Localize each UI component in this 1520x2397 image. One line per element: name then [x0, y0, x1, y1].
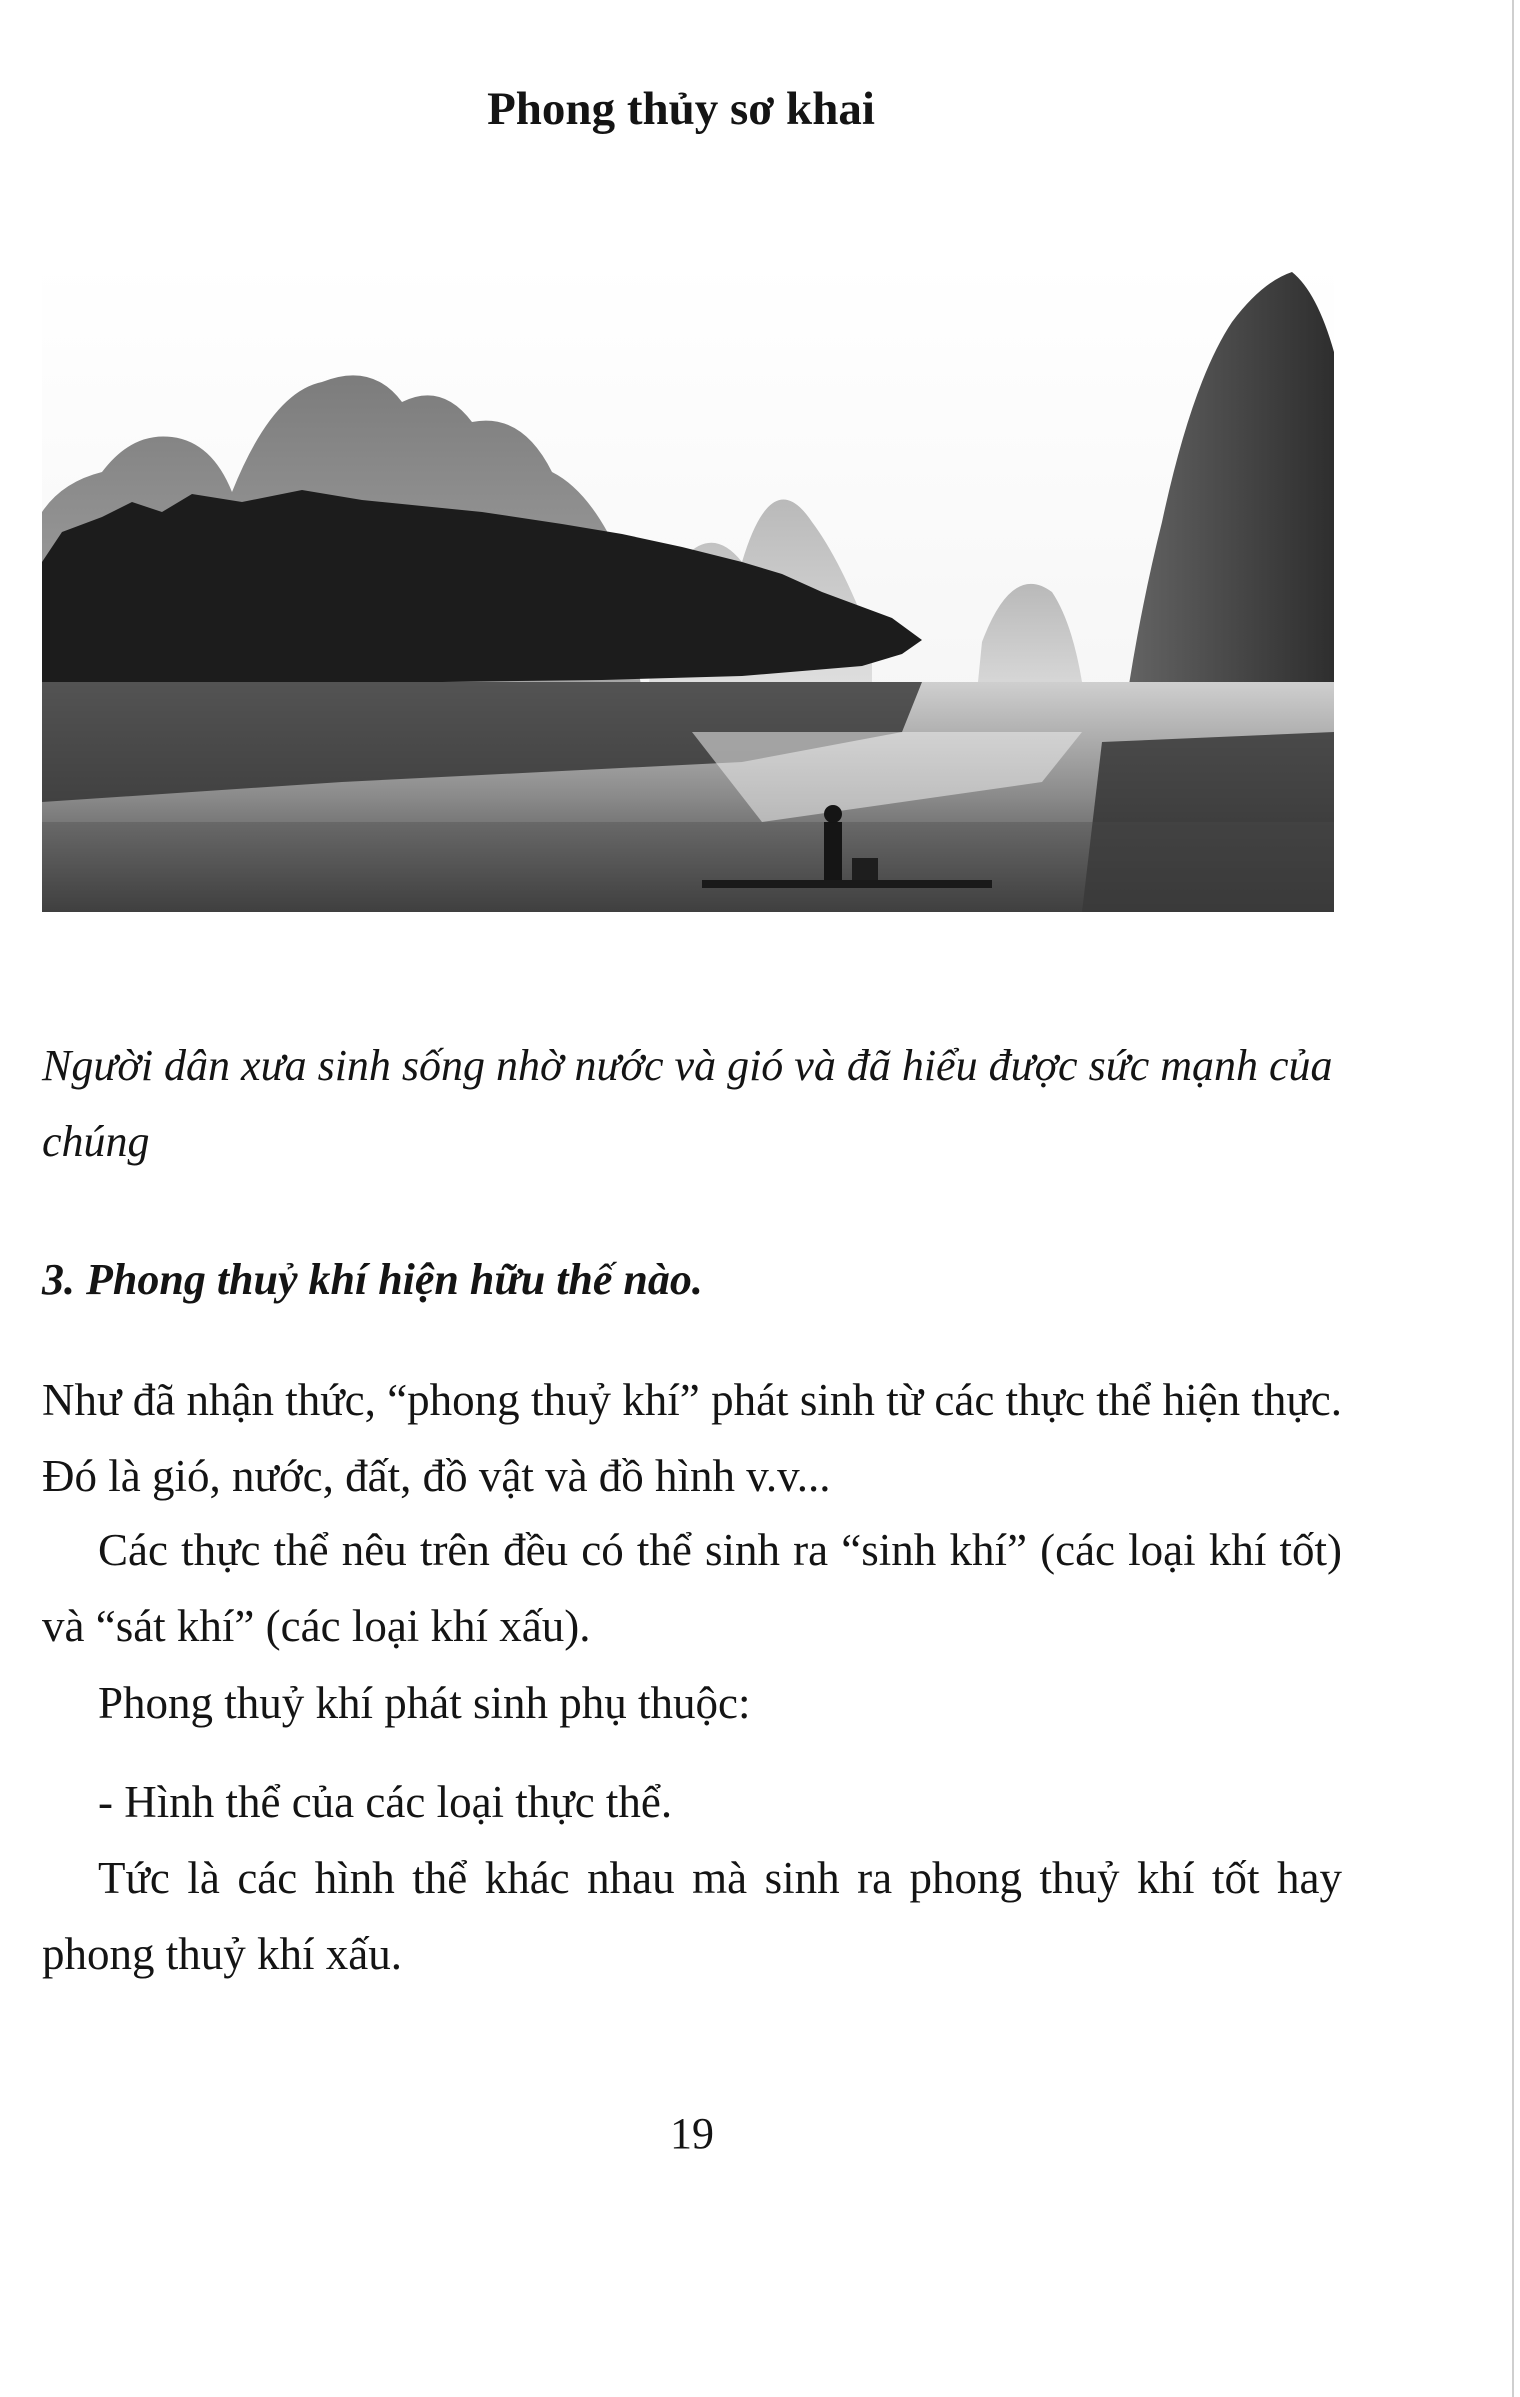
page-number: 19	[670, 2109, 714, 2158]
bullet-item: - Hình thể của các loại thực thể.	[98, 1777, 673, 1827]
landscape-photo	[42, 262, 1334, 912]
paragraph-2: Các thực thể nêu trên đều có thể sinh ra “sinh khí” (các loại khí tốt) và “sát khí” (các loại khí xấu).	[42, 1525, 1342, 1651]
paragraph-1: Như đã nhận thức, “phong thuỷ khí” phát sinh từ các thực thể hiện thực. Đó là gió, nước, đất, đồ vật và đồ hình v.v...	[42, 1375, 1342, 1501]
paragraph-5: Tức là các hình thể khác nhau mà sinh ra phong thuỷ khí tốt hay phong thuỷ khí xấu.	[42, 1853, 1342, 1979]
section-heading: 3. Phong thuỷ khí hiện hữu thế nào.	[42, 1255, 703, 1304]
figure-caption: Người dân xưa sinh sống nhờ nước và gió và đã hiểu được sức mạnh của chúng	[42, 1041, 1333, 1166]
running-header-title: Phong thủy sơ khai	[487, 83, 875, 135]
page-edge-line	[1512, 0, 1514, 2397]
paragraph-3: Phong thuỷ khí phát sinh phụ thuộc:	[98, 1678, 751, 1728]
